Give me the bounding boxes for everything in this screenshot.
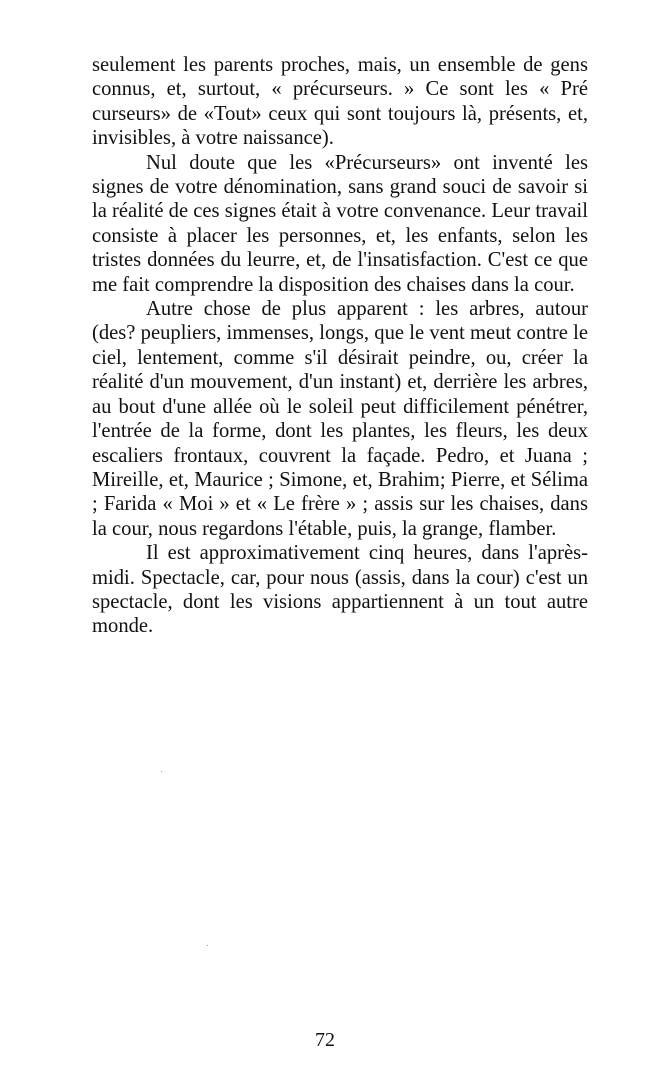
page-number: 72 (315, 1029, 335, 1051)
scan-speck (207, 945, 208, 946)
scan-speck (161, 771, 162, 772)
body-text (92, 53, 588, 639)
paragraph-trees: Autre chose de plus apparent : les arbres, autour (des? peupliers, immenses, longs, que le vent meut contre le ciel, lentement, comme s'il désirait peindre, ou, créer la réalité d'un mouvement, d'un instant) et, derrière les arbres, au bout d'une allée où le soleil peut difficilement pénétrer, l'entrée de la forme, dont les plantes, les fleurs, les deux escaliers frontaux, couvrent la façade. Pedro, et Juana ; Mireille, et, Maurice ; Simone, et, Brahim; Pierre, et Sélima ; Farida « Moi » et « Le frère » ; assis sur les chaises, dans la cour, nous regardons l'étable, puis, la grange, flamber. (92, 298, 588, 540)
paragraph-precurseurs: Nul doute que les «Précurseurs» ont inventé les signes de votre dénomination, sans grand souci de savoir si la réalité de ces signes était à votre convenance. Leur travail consiste à placer les personnes, et, les enfants, selon les tristes données du leurre, et, de l'insatisfaction. C'est ce que me fait comprendre la disposition des chaises dans la cour. (92, 151, 588, 296)
paragraph-continuation: seulement les parents proches, mais, un ensemble de gens connus, et, surtout, « précurseurs. » Ce sont les « Pré curseurs» de «Tout» ceux qui sont toujours là, présents, et, invisibles, à votre naissance). (92, 54, 588, 150)
paragraph-spectacle: Il est approximativement cinq heures, dans l'après-midi. Spectacle, car, pour nous (assis, dans la cour) c'est un spectacle, dont les visions appartiennent à un tout autre monde. (92, 542, 588, 638)
